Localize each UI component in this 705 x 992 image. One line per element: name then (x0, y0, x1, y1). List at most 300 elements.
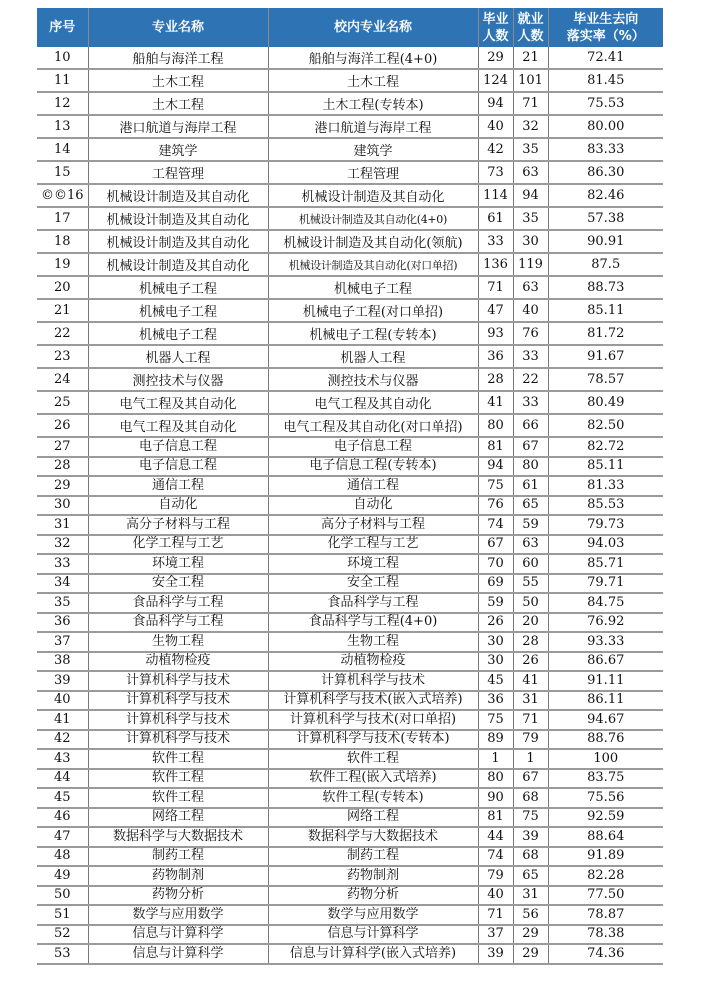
cell-index: 50 (37, 886, 88, 906)
cell-school-major: 环境工程 (268, 554, 478, 574)
cell-index: 39 (37, 671, 88, 691)
cell-index: 33 (37, 554, 88, 574)
cell-major: 建筑学 (88, 138, 268, 161)
cell-employed: 33 (513, 391, 548, 414)
cell-major: 数学与应用数学 (88, 905, 268, 925)
cell-major: 机械设计制造及其自动化 (88, 207, 268, 230)
cell-index: 46 (37, 808, 88, 828)
cell-rate: 81.72 (548, 322, 663, 345)
cell-rate: 93.33 (548, 632, 663, 652)
cell-school-major: 生物工程 (268, 632, 478, 652)
cell-employed: 119 (513, 253, 548, 276)
table-body (37, 47, 663, 964)
cell-school-major: 计算机科学与技术(嵌入式培养) (268, 691, 478, 711)
cell-index: 14 (37, 138, 88, 161)
cell-index: 26 (37, 414, 88, 437)
cell-graduates: 94 (478, 92, 513, 115)
cell-graduates: 47 (478, 299, 513, 322)
cell-school-major: 食品科学与工程 (268, 593, 478, 613)
cell-index: 49 (37, 866, 88, 886)
cell-graduates: 40 (478, 115, 513, 138)
table-row (37, 414, 663, 437)
table-row (37, 574, 663, 594)
cell-major: 港口航道与海岸工程 (88, 115, 268, 138)
cell-major: 自动化 (88, 496, 268, 516)
table-row (37, 691, 663, 711)
cell-employed: 65 (513, 496, 548, 516)
table-row (37, 184, 663, 207)
header-employed-line2: 人数 (517, 28, 544, 44)
table-row (37, 47, 663, 69)
cell-employed: 65 (513, 866, 548, 886)
cell-rate: 78.38 (548, 925, 663, 945)
cell-major: 环境工程 (88, 554, 268, 574)
header-rate-line2: 落实率（%） (566, 28, 645, 44)
cell-graduates: 28 (478, 368, 513, 391)
cell-major: 电子信息工程 (88, 437, 268, 457)
cell-employed: 63 (513, 161, 548, 184)
cell-school-major: 软件工程(嵌入式培养) (268, 769, 478, 789)
table-row (37, 515, 663, 535)
cell-rate: 85.53 (548, 496, 663, 516)
cell-index: 41 (37, 710, 88, 730)
cell-graduates: 81 (478, 808, 513, 828)
cell-index: 18 (37, 230, 88, 253)
cell-school-major: 信息与计算科学 (268, 925, 478, 945)
cell-employed: 79 (513, 730, 548, 750)
cell-school-major: 高分子材料与工程 (268, 515, 478, 535)
cell-rate: 85.11 (548, 299, 663, 322)
cell-index: 52 (37, 925, 88, 945)
cell-employed: 35 (513, 207, 548, 230)
cell-major: 测控技术与仪器 (88, 368, 268, 391)
cell-rate: 92.59 (548, 808, 663, 828)
cell-employed: 76 (513, 322, 548, 345)
cell-major: 动植物检疫 (88, 652, 268, 672)
cell-graduates: 73 (478, 161, 513, 184)
table-row (37, 905, 663, 925)
table-row (37, 230, 663, 253)
cell-major: 网络工程 (88, 808, 268, 828)
cell-employed: 20 (513, 613, 548, 633)
cell-rate: 87.5 (548, 253, 663, 276)
cell-rate: 79.73 (548, 515, 663, 535)
cell-major: 数据科学与大数据技术 (88, 827, 268, 847)
header-rate (548, 8, 663, 47)
cell-graduates: 36 (478, 345, 513, 368)
cell-employed: 71 (513, 710, 548, 730)
cell-school-major: 机器人工程 (268, 345, 478, 368)
cell-major: 船舶与海洋工程 (88, 47, 268, 69)
cell-employed: 41 (513, 671, 548, 691)
cell-graduates: 30 (478, 632, 513, 652)
cell-school-major: 自动化 (268, 496, 478, 516)
cell-index: 31 (37, 515, 88, 535)
cell-graduates: 80 (478, 769, 513, 789)
cell-employed: 68 (513, 847, 548, 867)
header-graduates-line1: 毕业 (482, 11, 509, 27)
cell-rate: 79.71 (548, 574, 663, 594)
cell-employed: 61 (513, 476, 548, 496)
cell-employed: 33 (513, 345, 548, 368)
cell-graduates: 71 (478, 276, 513, 299)
table-row (37, 322, 663, 345)
cell-index: 24 (37, 368, 88, 391)
cell-school-major: 药物制剂 (268, 866, 478, 886)
cell-employed: 31 (513, 691, 548, 711)
cell-graduates: 42 (478, 138, 513, 161)
cell-employed: 67 (513, 437, 548, 457)
cell-graduates: 89 (478, 730, 513, 750)
cell-rate: 83.75 (548, 769, 663, 789)
cell-employed: 94 (513, 184, 548, 207)
cell-major: 药物分析 (88, 886, 268, 906)
cell-major: 计算机科学与技术 (88, 730, 268, 750)
cell-employed: 63 (513, 535, 548, 555)
table-row (37, 207, 663, 230)
cell-school-major: 动植物检疫 (268, 652, 478, 672)
cell-rate: 84.75 (548, 593, 663, 613)
cell-index: 10 (37, 47, 88, 69)
cell-school-major: 机械电子工程(专转本) (268, 322, 478, 345)
cell-major: 电气工程及其自动化 (88, 414, 268, 437)
table-row (37, 652, 663, 672)
cell-school-major: 计算机科学与技术(专转本) (268, 730, 478, 750)
cell-graduates: 70 (478, 554, 513, 574)
cell-index: 32 (37, 535, 88, 555)
cell-major: 信息与计算科学 (88, 925, 268, 945)
cell-rate: 82.72 (548, 437, 663, 457)
cell-employed: 67 (513, 769, 548, 789)
cell-rate: 85.11 (548, 457, 663, 477)
cell-major: 机器人工程 (88, 345, 268, 368)
cell-employed: 63 (513, 276, 548, 299)
cell-index: 15 (37, 161, 88, 184)
cell-employed: 55 (513, 574, 548, 594)
cell-index: 36 (37, 613, 88, 633)
cell-index: 34 (37, 574, 88, 594)
table-row (37, 925, 663, 945)
cell-employed: 30 (513, 230, 548, 253)
table-row (37, 808, 663, 828)
cell-rate: 81.33 (548, 476, 663, 496)
cell-rate: 86.30 (548, 161, 663, 184)
cell-rate: 88.76 (548, 730, 663, 750)
cell-graduates: 75 (478, 710, 513, 730)
cell-employed: 75 (513, 808, 548, 828)
cell-rate: 76.92 (548, 613, 663, 633)
cell-graduates: 36 (478, 691, 513, 711)
cell-rate: 75.56 (548, 788, 663, 808)
cell-rate: 100 (548, 749, 663, 769)
cell-rate: 78.57 (548, 368, 663, 391)
cell-rate: 85.71 (548, 554, 663, 574)
header-index: 序号 (37, 8, 88, 47)
header-employed-line1: 就业 (517, 11, 544, 27)
cell-major: 高分子材料与工程 (88, 515, 268, 535)
cell-school-major: 船舶与海洋工程(4+0) (268, 47, 478, 69)
cell-employed: 101 (513, 69, 548, 92)
cell-employed: 21 (513, 47, 548, 69)
cell-graduates: 44 (478, 827, 513, 847)
cell-major: 药物制剂 (88, 866, 268, 886)
table-row (37, 115, 663, 138)
cell-major: 化学工程与工艺 (88, 535, 268, 555)
cell-school-major: 电子信息工程(专转本) (268, 457, 478, 477)
cell-graduates: 41 (478, 391, 513, 414)
table-row (37, 69, 663, 92)
cell-graduates: 74 (478, 515, 513, 535)
cell-rate: 82.46 (548, 184, 663, 207)
cell-school-major: 化学工程与工艺 (268, 535, 478, 555)
table-row (37, 847, 663, 867)
cell-index: 37 (37, 632, 88, 652)
cell-index: 21 (37, 299, 88, 322)
cell-index: 11 (37, 69, 88, 92)
header-graduates (478, 8, 513, 47)
cell-graduates: 136 (478, 253, 513, 276)
cell-school-major: 网络工程 (268, 808, 478, 828)
table-row (37, 535, 663, 555)
cell-graduates: 1 (478, 749, 513, 769)
cell-major: 安全工程 (88, 574, 268, 594)
cell-graduates: 40 (478, 886, 513, 906)
cell-graduates: 45 (478, 671, 513, 691)
table-row (37, 886, 663, 906)
cell-employed: 56 (513, 905, 548, 925)
cell-index: 27 (37, 437, 88, 457)
table-header (37, 8, 663, 47)
table-row (37, 730, 663, 750)
cell-index: 29 (37, 476, 88, 496)
cell-index: 53 (37, 944, 88, 964)
cell-school-major: 工程管理 (268, 161, 478, 184)
cell-employed: 35 (513, 138, 548, 161)
table-row (37, 593, 663, 613)
cell-index: 22 (37, 322, 88, 345)
cell-index: 12 (37, 92, 88, 115)
cell-rate: 83.33 (548, 138, 663, 161)
cell-employed: 40 (513, 299, 548, 322)
cell-rate: 57.38 (548, 207, 663, 230)
cell-graduates: 26 (478, 613, 513, 633)
cell-rate: 78.87 (548, 905, 663, 925)
cell-major: 电气工程及其自动化 (88, 391, 268, 414)
cell-graduates: 37 (478, 925, 513, 945)
cell-index: 42 (37, 730, 88, 750)
cell-school-major: 软件工程 (268, 749, 478, 769)
table-row (37, 161, 663, 184)
cell-school-major: 电气工程及其自动化 (268, 391, 478, 414)
cell-major: 信息与计算科学 (88, 944, 268, 964)
table-row (37, 276, 663, 299)
cell-rate: 81.45 (548, 69, 663, 92)
header-employed (513, 8, 548, 47)
cell-school-major: 数学与应用数学 (268, 905, 478, 925)
cell-rate: 91.67 (548, 345, 663, 368)
cell-graduates: 94 (478, 457, 513, 477)
cell-employed: 60 (513, 554, 548, 574)
cell-index: 19 (37, 253, 88, 276)
cell-major: 机械电子工程 (88, 322, 268, 345)
cell-rate: 80.49 (548, 391, 663, 414)
cell-rate: 74.36 (548, 944, 663, 964)
table-row (37, 345, 663, 368)
cell-school-major: 计算机科学与技术 (268, 671, 478, 691)
cell-major: 食品科学与工程 (88, 613, 268, 633)
table-row (37, 788, 663, 808)
cell-index: 30 (37, 496, 88, 516)
cell-index: 35 (37, 593, 88, 613)
cell-rate: 91.11 (548, 671, 663, 691)
table-row (37, 368, 663, 391)
cell-employed: 66 (513, 414, 548, 437)
cell-graduates: 39 (478, 944, 513, 964)
cell-school-major: 信息与计算科学(嵌入式培养) (268, 944, 478, 964)
cell-school-major: 电子信息工程 (268, 437, 478, 457)
cell-rate: 77.50 (548, 886, 663, 906)
cell-index: 23 (37, 345, 88, 368)
cell-employed: 28 (513, 632, 548, 652)
table-row (37, 671, 663, 691)
cell-graduates: 29 (478, 47, 513, 69)
cell-major: 软件工程 (88, 788, 268, 808)
cell-major: 机械电子工程 (88, 276, 268, 299)
table-row (37, 253, 663, 276)
cell-graduates: 74 (478, 847, 513, 867)
table-row (37, 944, 663, 964)
cell-major: 土木工程 (88, 69, 268, 92)
cell-school-major: 制药工程 (268, 847, 478, 867)
cell-index: 13 (37, 115, 88, 138)
cell-graduates: 75 (478, 476, 513, 496)
cell-school-major: 机械电子工程(对口单招) (268, 299, 478, 322)
cell-school-major: 数据科学与大数据技术 (268, 827, 478, 847)
cell-graduates: 61 (478, 207, 513, 230)
cell-major: 土木工程 (88, 92, 268, 115)
cell-school-major: 计算机科学与技术(对口单招) (268, 710, 478, 730)
cell-graduates: 90 (478, 788, 513, 808)
cell-employed: 29 (513, 944, 548, 964)
cell-graduates: 76 (478, 496, 513, 516)
cell-rate: 91.89 (548, 847, 663, 867)
cell-major: 制药工程 (88, 847, 268, 867)
cell-major: 食品科学与工程 (88, 593, 268, 613)
cell-rate: 94.67 (548, 710, 663, 730)
cell-rate: 90.91 (548, 230, 663, 253)
cell-graduates: 71 (478, 905, 513, 925)
cell-school-major: 土木工程(专转本) (268, 92, 478, 115)
cell-employed: 59 (513, 515, 548, 535)
cell-school-major: 机械设计制造及其自动化 (268, 184, 478, 207)
cell-employed: 50 (513, 593, 548, 613)
cell-graduates: 81 (478, 437, 513, 457)
cell-school-major: 土木工程 (268, 69, 478, 92)
table-row (37, 476, 663, 496)
table-row (37, 391, 663, 414)
table-row (37, 769, 663, 789)
cell-major: 机械设计制造及其自动化 (88, 253, 268, 276)
cell-graduates: 59 (478, 593, 513, 613)
cell-rate: 72.41 (548, 47, 663, 69)
cell-index: 17 (37, 207, 88, 230)
table-row (37, 92, 663, 115)
table-row (37, 710, 663, 730)
table-row (37, 827, 663, 847)
cell-index: 20 (37, 276, 88, 299)
cell-employed: 31 (513, 886, 548, 906)
table-row (37, 866, 663, 886)
cell-index: 25 (37, 391, 88, 414)
header-school-major: 校内专业名称 (268, 8, 478, 47)
cell-graduates: 30 (478, 652, 513, 672)
table-row (37, 138, 663, 161)
cell-major: 机械电子工程 (88, 299, 268, 322)
cell-index: 43 (37, 749, 88, 769)
cell-school-major: 食品科学与工程(4+0) (268, 613, 478, 633)
cell-major: 计算机科学与技术 (88, 671, 268, 691)
cell-employed: 32 (513, 115, 548, 138)
cell-index: 45 (37, 788, 88, 808)
cell-school-major: 电气工程及其自动化(对口单招) (268, 414, 478, 437)
cell-graduates: 79 (478, 866, 513, 886)
cell-rate: 88.73 (548, 276, 663, 299)
cell-rate: 94.03 (548, 535, 663, 555)
cell-rate: 86.11 (548, 691, 663, 711)
cell-graduates: 93 (478, 322, 513, 345)
cell-major: 计算机科学与技术 (88, 710, 268, 730)
cell-employed: 80 (513, 457, 548, 477)
cell-employed: 1 (513, 749, 548, 769)
cell-graduates: 124 (478, 69, 513, 92)
cell-employed: 39 (513, 827, 548, 847)
table-row (37, 496, 663, 516)
header-major: 专业名称 (88, 8, 268, 47)
cell-major: 计算机科学与技术 (88, 691, 268, 711)
cell-graduates: 33 (478, 230, 513, 253)
cell-employed: 68 (513, 788, 548, 808)
cell-rate: 80.00 (548, 115, 663, 138)
cell-rate: 88.64 (548, 827, 663, 847)
cell-index: 40 (37, 691, 88, 711)
cell-graduates: 67 (478, 535, 513, 555)
cell-employed: 71 (513, 92, 548, 115)
cell-index: 47 (37, 827, 88, 847)
table-row (37, 613, 663, 633)
cell-index: 48 (37, 847, 88, 867)
cell-rate: 75.53 (548, 92, 663, 115)
cell-employed: 26 (513, 652, 548, 672)
cell-major: 通信工程 (88, 476, 268, 496)
cell-school-major: 机械电子工程 (268, 276, 478, 299)
table-row (37, 299, 663, 322)
cell-major: 机械设计制造及其自动化 (88, 184, 268, 207)
cell-school-major: 软件工程(专转本) (268, 788, 478, 808)
header-graduates-line2: 人数 (482, 28, 509, 44)
cell-rate: 82.28 (548, 866, 663, 886)
cell-index: 28 (37, 457, 88, 477)
cell-index: 51 (37, 905, 88, 925)
cell-school-major: 通信工程 (268, 476, 478, 496)
cell-rate: 86.67 (548, 652, 663, 672)
cell-index: 38 (37, 652, 88, 672)
cell-major: 电子信息工程 (88, 457, 268, 477)
cell-school-major: 测控技术与仪器 (268, 368, 478, 391)
cell-major: 机械设计制造及其自动化 (88, 230, 268, 253)
cell-index: ©©16 (37, 184, 88, 207)
cell-graduates: 80 (478, 414, 513, 437)
cell-school-major: 机械设计制造及其自动化(对口单招) (268, 253, 478, 276)
